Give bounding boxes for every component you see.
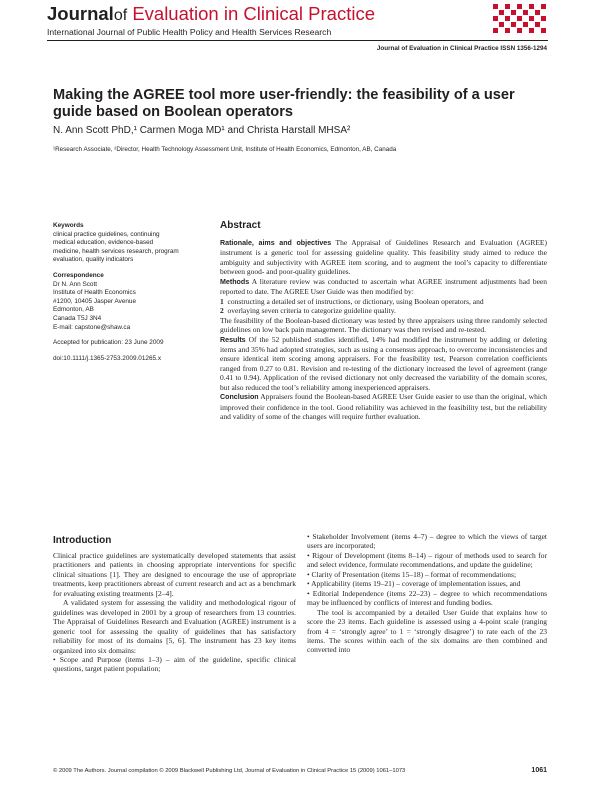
journal-subtitle: International Journal of Public Health Policy and Health Services Research [47, 27, 332, 37]
journal-logo-grid [489, 4, 547, 34]
method-number: 2 [220, 306, 224, 316]
method-text: overlaying seven criteria to categorize guideline quality. [227, 306, 396, 316]
correspondence-line: Edmonton, AB [53, 306, 94, 314]
abstract-methods [220, 277, 547, 297]
keywords-line: clinical practice guidelines, continuing [53, 230, 160, 238]
journal-title [47, 4, 375, 26]
domain-bullet: • Scope and Purpose (items 1–3) – aim of the guideline, specific clinical questions, target patient population; [53, 654, 296, 674]
results-label: Results [220, 335, 246, 344]
correspondence-email: E-mail: capstone@shaw.ca [53, 323, 131, 331]
journal-title-part2: of [113, 7, 128, 24]
conclusion-text: Appraisers found the Boolean-based AGREE User Guide easier to use than the original, which improved their confidence in the tool. Good reliability was achieved in the feasibility test, but the reliability and validity of some of the changes will require further evaluation. [220, 392, 548, 422]
article-affiliation: ¹Research Associate, ²Director, Health Technology Assessment Unit, Institute of Health Economics, Edmonton, AB, Canada [53, 146, 397, 153]
introduction-heading: Introduction [53, 535, 112, 546]
domain-bullet: • Rigour of Development (items 8–14) – rigour of methods used to search for and select evidence, formulate recommendations, and update the guideline; [307, 550, 547, 570]
domain-bullet: • Applicability (items 19–21) – coverage of implementation issues, and [307, 579, 521, 589]
abstract-body [220, 238, 547, 422]
correspondence-line: Institute of Health Economics [53, 289, 136, 297]
methods-label: Methods [220, 277, 250, 286]
correspondence-block [53, 272, 203, 332]
intro-paragraph: The tool is accompanied by a detailed User Guide that explains how to score the 23 items. Each guideline is assessed using a 4-point scale (ranging from 4 = ‘strongly agree’ to 1 = ‘strongly disagree’) to rate each of the 23 items. The scores within each of the six domains are then combined and converted into [307, 607, 547, 655]
keywords-block [53, 222, 203, 265]
article-authors: N. Ann Scott PhD,¹ Carmen Moga MD¹ and Christa Harstall MHSA² [53, 125, 351, 136]
results-text: Of the 52 published studies identified, 14% had modified the instrument by adding or deleting items and 35% had adopted strategies, such as using a consensus approach, to overcome inconsistencies and ensure identical item scoring among appraisers. For the feasibility test, Pearson correlation coefficients ranged from 0.27 to 0.81. Revision and re-testing of the dictionary increased the level of agreement (range 0.41 to 0.94). Application of the revised dictionary not only decreased the variability of the domain scores, but also reduced the tool’s reliability among inexperienced appraisers. [220, 334, 548, 392]
intro-paragraph: A validated system for assessing the validity and methodological rigour of guidelines was developed in 2001 by a group of researchers from 13 countries. The Appraisal of Guidelines Research and Evaluation (AGREE) instrument is a generic tool for assessing the quality of guidelines that has satisfactory reliability for most of its domains [5, 6]. The instrument has 23 key items organized into six domains: [53, 598, 296, 655]
correspondence-line: Dr N. Ann Scott [53, 280, 98, 288]
article-sidebar [53, 222, 203, 370]
keywords-label: Keywords [53, 222, 84, 229]
intro-paragraph: Clinical practice guidelines are systematically developed statements that assist practitioners and patients in choosing appropriate interventions for specific clinical situations [1]. They are designed to encourage the use of appropriate treatments, keep practitioners abreast of current research and act as a benchmark for evaluating existing treatments [2–4]. [53, 551, 296, 598]
masthead-rule [47, 40, 548, 41]
rationale-text: The Appraisal of Guidelines Research and Evaluation (AGREE) instrument is a generic tool for assessing guideline quality. This feasibility study aimed to reduce the ambiguity and subjectivity with AGREE item scoring, and to augment the tool’s capacity to differentiate between good- and poor-quality guidelines. [220, 238, 547, 277]
domain-bullet: • Stakeholder Involvement (items 4–7) – degree to which the views of target users are incorporated; [307, 532, 547, 551]
keywords-line: medicine, health services research, program [53, 247, 179, 255]
journal-title-part1: Journal [47, 3, 114, 24]
correspondence-line: #1200, 10405 Jasper Avenue [53, 297, 137, 305]
method-text: constructing a detailed set of instructions, or dictionary, using Boolean operators, and [227, 296, 484, 306]
journal-masthead [47, 4, 375, 37]
article-title: Making the AGREE tool more user-friendly: the feasibility of a user guide based on Boolean operators [53, 87, 515, 120]
page-number: 1061 [531, 767, 547, 774]
abstract-results [220, 335, 547, 393]
methods-text-continued: The feasibility of the Boolean-based dictionary was tested by three appraisers using three randomly selected guidelines on low back pain management. The dictionary was then revised and re-tested. [220, 315, 547, 335]
domain-bullet: • Clarity of Presentation (items 15–18) – format of recommendations; [307, 569, 517, 579]
domain-bullet: • Editorial Independence (items 22–23) – degree to which recommendations may be influenced by conflicts of interest and funding bodies. [307, 588, 547, 608]
body-column-right [307, 532, 547, 655]
correspondence-line: Canada T5J 3N4 [53, 314, 102, 322]
abstract-heading: Abstract [220, 220, 261, 231]
conclusion-label: Conclusion [220, 393, 259, 402]
method-item [220, 297, 547, 306]
correspondence-label: Correspondence [53, 271, 104, 279]
accepted-date: Accepted for publication: 23 June 2009 [53, 339, 164, 347]
method-number: 1 [220, 296, 224, 306]
body-column-left [53, 551, 296, 674]
keywords-line: evaluation, quality indicators [53, 256, 134, 264]
abstract-rationale [220, 238, 547, 277]
methods-text: A literature review was conducted to ascertain what AGREE instrument adjustments had been reported to date. The AGREE User Guide was then modified by: [220, 276, 547, 297]
doi-link[interactable]: doi:10.1111/j.1365-2753.2009.01265.x [53, 354, 162, 362]
footer-copyright: © 2009 The Authors. Journal compilation © 2009 Blackwell Publishing Ltd, Journal of Evaluation in Clinical Practice 15 (2009) 1061–1073 [53, 768, 406, 774]
keywords-line: medical education, evidence-based [53, 239, 154, 247]
issn-line: Journal of Evaluation in Clinical Practice ISSN 1356-1294 [376, 45, 547, 52]
abstract-conclusion [220, 392, 547, 421]
rationale-label: Rationale, aims and objectives [220, 239, 332, 247]
journal-title-part3: Evaluation in Clinical Practice [132, 3, 375, 24]
method-item [220, 306, 547, 315]
